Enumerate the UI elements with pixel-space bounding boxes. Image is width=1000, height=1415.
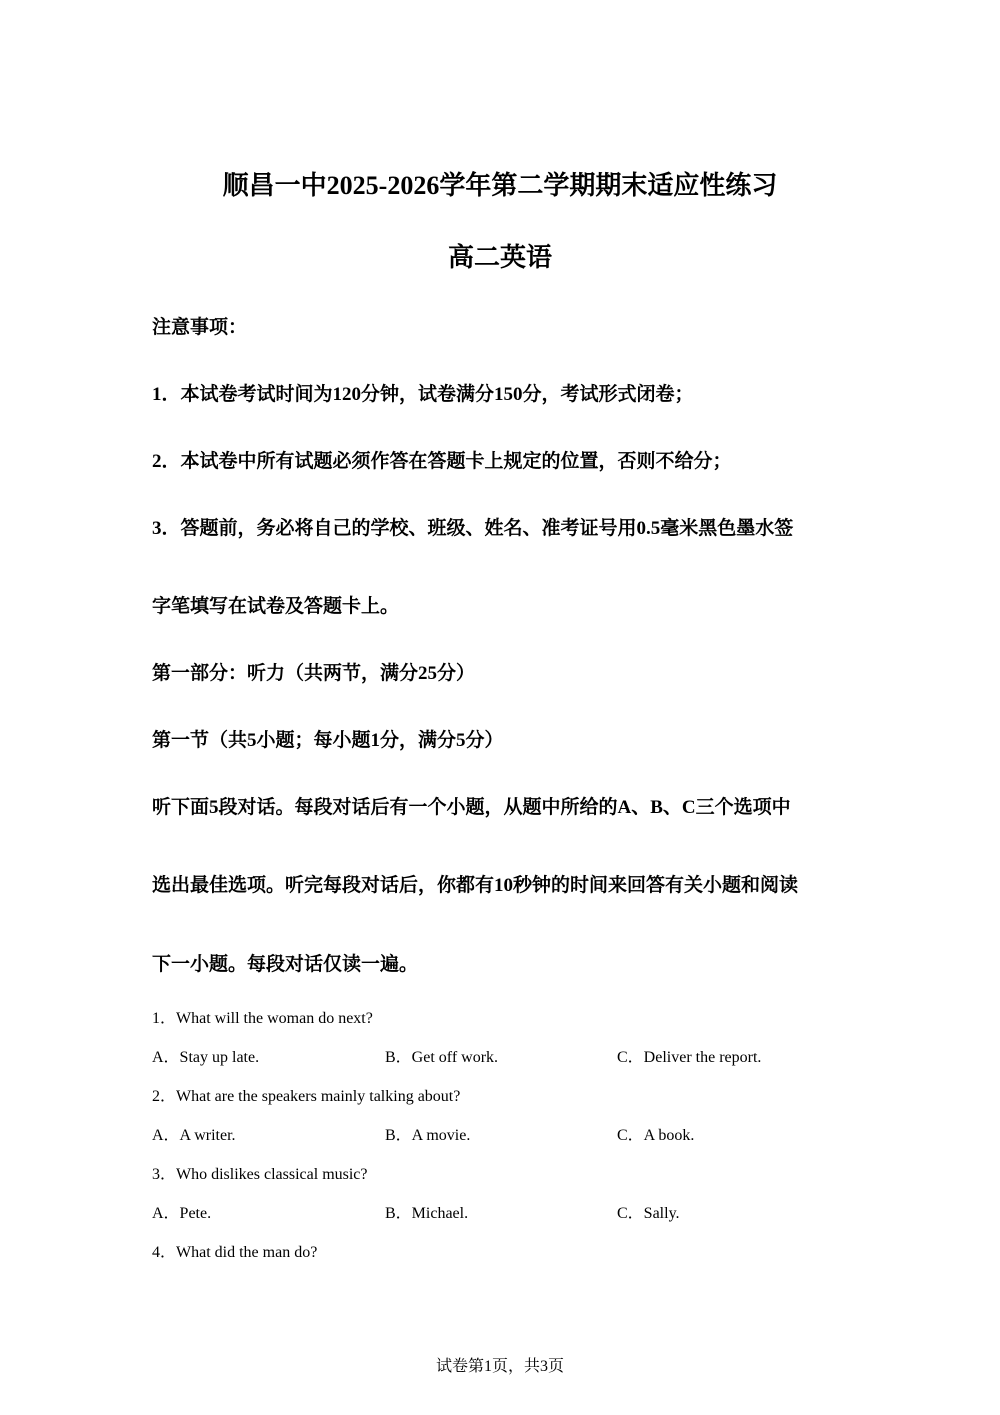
notice-heading: 注意事项： bbox=[152, 317, 248, 338]
question-stem: 2．What are the speakers mainly talking about? bbox=[152, 1088, 461, 1105]
instruction-line: 听下面5段对话。每段对话后有一个小题，从题中所给的A、B、C三个选项中 bbox=[152, 797, 791, 818]
question-stem: 1．What will the woman do next? bbox=[152, 1010, 373, 1027]
page-subtitle: 高二英语 bbox=[447, 243, 552, 272]
option-a: A．Pete. bbox=[152, 1205, 212, 1222]
notice-item-continued: 字笔填写在试卷及答题卡上。 bbox=[152, 596, 400, 617]
notice-item: 2．本试卷中所有试题必须作答在答题卡上规定的位置，否则不给分； bbox=[152, 451, 732, 472]
option-b: B．Get off work. bbox=[385, 1049, 499, 1066]
page-footer: 试卷第1页，共3页 bbox=[435, 1358, 564, 1375]
option-b: B．A movie. bbox=[385, 1127, 471, 1144]
instruction-line: 选出最佳选项。听完每段对话后，你都有10秒钟的时间来回答有关小题和阅读 bbox=[152, 875, 799, 896]
page-title: 顺昌一中2025-2026学年第二学期期末适应性练习 bbox=[222, 171, 778, 200]
notice-item: 3．答题前，务必将自己的学校、班级、姓名、准考证号用0.5毫米黑色墨水签 bbox=[152, 518, 794, 539]
part-heading: 第一部分：听力（共两节，满分25分） bbox=[152, 663, 476, 684]
option-c: C．Sally. bbox=[617, 1205, 680, 1222]
option-c: C．A book. bbox=[617, 1127, 695, 1144]
question-stem: 4．What did the man do? bbox=[152, 1244, 318, 1261]
notice-item: 1．本试卷考试时间为120分钟，试卷满分150分，考试形式闭卷； bbox=[152, 384, 694, 405]
instruction-line: 下一小题。每段对话仅读一遍。 bbox=[152, 954, 419, 975]
option-a: A．Stay up late. bbox=[152, 1049, 260, 1066]
option-b: B．Michael. bbox=[385, 1205, 469, 1222]
option-a: A．A writer. bbox=[152, 1127, 236, 1144]
question-stem: 3．Who dislikes classical music? bbox=[152, 1166, 368, 1183]
option-c: C．Deliver the report. bbox=[617, 1049, 762, 1066]
section-heading: 第一节（共5小题；每小题1分，满分5分） bbox=[152, 730, 504, 751]
